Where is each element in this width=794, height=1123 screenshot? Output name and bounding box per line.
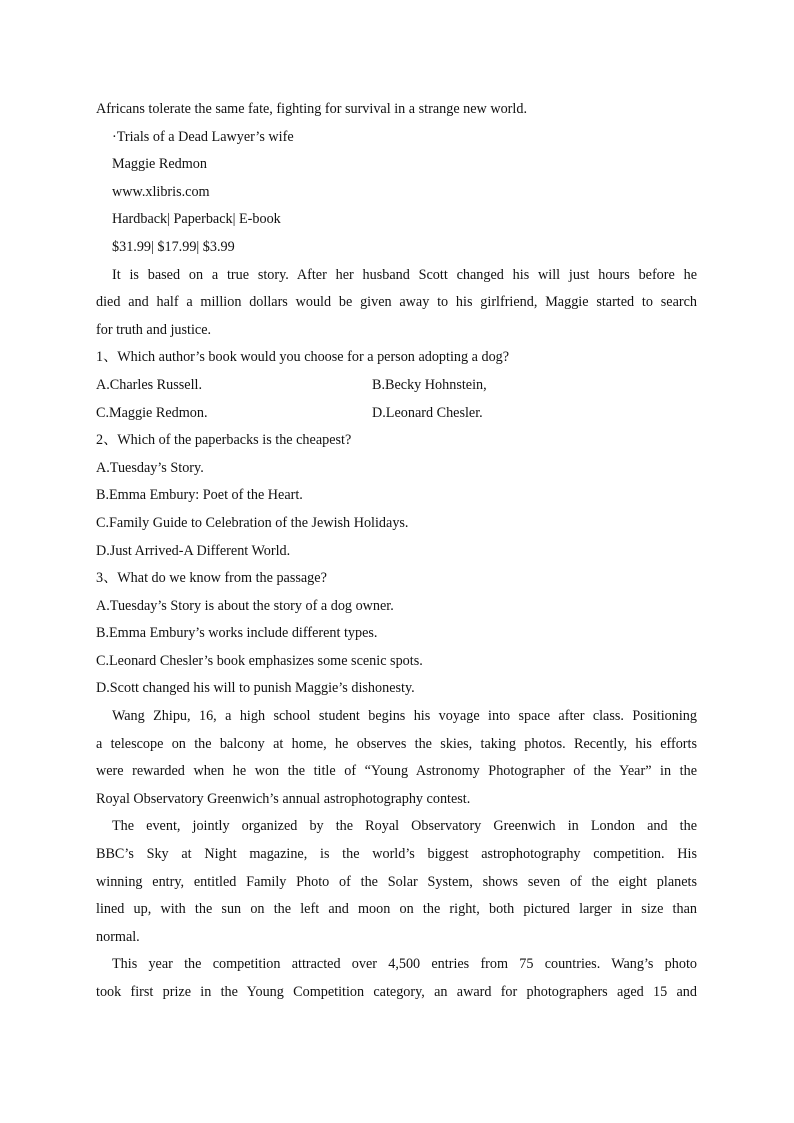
passage-line: lined up, with the sun on the left and moon on the right, both pictured larger in size than	[96, 901, 697, 918]
passage-line: were rewarded when he won the title of “Young Astronomy Photographer of the Year” in the	[96, 763, 697, 780]
option-a: A.Tuesday’s Story.	[96, 459, 204, 476]
option-b: B.Becky Hohnstein,	[372, 376, 487, 393]
document-body	[96, 96, 697, 1007]
option-c: C.Family Guide to Celebration of the Jewish Holidays.	[96, 514, 409, 531]
question-stem: 1、Which author’s book would you choose for a person adopting a dog?	[96, 349, 510, 366]
book-title: ·Trials of a Dead Lawyer’s wife	[112, 128, 294, 145]
passage-line: a telescope on the balcony at home, he observes the skies, taking photos. Recently, his efforts	[96, 735, 697, 752]
book-author: Maggie Redmon	[112, 156, 207, 173]
option-row	[96, 400, 697, 428]
intro-line: Africans tolerate the same fate, fighting for survival in a strange new world.	[96, 101, 527, 117]
option-d: D.Just Arrived-A Different World.	[96, 542, 291, 559]
passage-paragraph-3	[96, 951, 697, 1006]
option-c: C.Maggie Redmon.	[96, 404, 208, 421]
book-description-line: for truth and justice.	[96, 321, 212, 338]
option-a: A.Tuesday’s Story is about the story of a dog owner.	[96, 597, 394, 614]
question-3	[96, 565, 697, 703]
option-b: B.Emma Embury: Poet of the Heart.	[96, 487, 303, 504]
option-row	[96, 372, 697, 400]
question-stem: 2、Which of the paperbacks is the cheapest?	[96, 432, 352, 449]
passage-line: BBC’s Sky at Night magazine, is the world’s biggest astrophotography competition. His	[96, 846, 697, 863]
passage-line: took first prize in the Young Competition category, an award for photographers aged 15 and	[96, 984, 697, 1000]
option-c: C.Leonard Chesler’s book emphasizes some scenic spots.	[96, 652, 423, 669]
passage-line: normal.	[96, 928, 140, 945]
book-description-line: It is based on a true story. After her husband Scott changed his will just hours before he	[112, 266, 697, 283]
option-a: A.Charles Russell.	[96, 376, 203, 393]
option-b: B.Emma Embury’s works include different types.	[96, 625, 378, 642]
book-prices: $31.99| $17.99| $3.99	[112, 238, 235, 255]
passage-line: Wang Zhipu, 16, a high school student begins his voyage into space after class. Positioning	[112, 708, 697, 725]
book-description-line: died and half a million dollars would be given away to his girlfriend, Maggie started to search	[96, 294, 697, 311]
passage-line: This year the competition attracted over 4,500 entries from 75 countries. Wang’s photo	[112, 956, 697, 973]
passage-line: winning entry, entitled Family Photo of the Solar System, shows seven of the eight planets	[96, 873, 697, 890]
option-d: D.Scott changed his will to punish Maggie’s dishonesty.	[96, 680, 415, 697]
question-stem: 3、What do we know from the passage?	[96, 570, 327, 587]
passage-paragraph-2	[96, 813, 697, 951]
book-website: www.xlibris.com	[112, 183, 210, 200]
book-formats: Hardback| Paperback| E-book	[112, 211, 281, 228]
passage-line: The event, jointly organized by the Royal Observatory Greenwich in London and the	[112, 818, 697, 835]
question-2	[96, 427, 697, 565]
option-d: D.Leonard Chesler.	[372, 404, 483, 421]
passage-line: Royal Observatory Greenwich’s annual astrophotography contest.	[96, 790, 471, 807]
question-1	[96, 344, 697, 427]
book-entry	[96, 124, 697, 345]
passage-paragraph-1	[96, 703, 697, 813]
